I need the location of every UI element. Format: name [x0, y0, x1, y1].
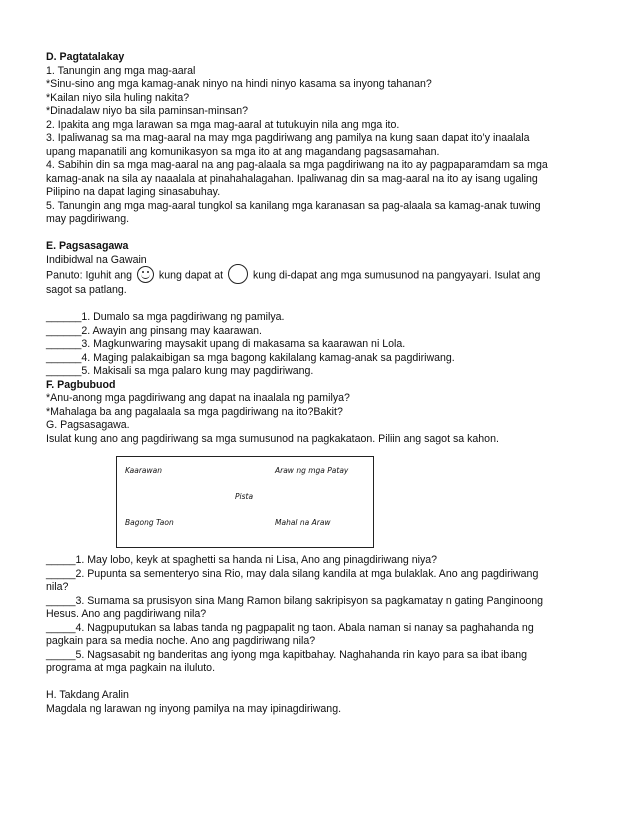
section-e-subheading: Indibidwal na Gawain — [46, 253, 147, 266]
question-line: programa at mga pagkain na iluluto. — [46, 662, 216, 674]
question-line: _____5. Nagsasabit ng banderitas ang iyong mga kapitbahay. Naghahanda rin kayo para sa ibat ibang — [46, 648, 527, 661]
question-line: _____2. Pupunta sa sementeryo sina Rio, may dala silang kandila at mga bulaklak. Ano ang pagdiriwang — [46, 567, 539, 580]
answer-choices-box — [116, 456, 374, 548]
section-h-line: Magdala ng larawan ng inyong pamilya na may ipinagdiriwang. — [46, 702, 342, 715]
activity-item: ______5. Makisali sa mga palaro kung may pagdiriwang. — [46, 365, 314, 377]
question-line: _____3. Sumama sa prusisyon sina Mang Ramon bilang sakripisyon sa pagkamatay n gating Panginoong — [46, 594, 544, 607]
section-d-line: 1. Tanungin ang mga mag-aaral — [46, 64, 196, 77]
choice-kaarawan: Kaarawan — [125, 466, 163, 475]
activity-item: ______4. Maging palakaibigan sa mga bagong kakilalang kamag-anak sa pagdiriwang. — [46, 351, 455, 364]
section-d-line: *Dinadalaw niyo ba sila paminsan-minsan? — [46, 105, 248, 117]
section-f-line: *Mahalaga ba ang pagalaala sa mga pagdiriwang na ito?Bakit? — [46, 405, 343, 418]
section-g-instruction: Isulat kung ano ang pagdiriwang sa mga sumusunod na pagkakataon. Piliin ang sagot sa kahon. — [46, 432, 499, 445]
choice-araw-ng-patay: Araw ng mga Patay — [275, 466, 349, 475]
instruction-part: Panuto: Iguhit ang — [46, 269, 132, 282]
section-f-heading: F. Pagbubuod — [46, 378, 116, 391]
section-f-line: *Anu-anong mga pagdiriwang ang dapat na inaalala ng pamilya? — [46, 392, 350, 404]
section-d-line: 4. Sabihin din sa mga mag-aaral na ang pag-alaala sa mga pagdiriwang na ito ay pagpaparamdam sa mga — [46, 159, 548, 171]
activity-item: ______3. Magkunwaring maysakit upang di makasama sa kaarawan ni Lola. — [46, 338, 406, 350]
section-d-line: *Sinu-sino ang mga kamag-anak ninyo na hindi ninyo kasama sa inyong tahanan? — [46, 78, 432, 90]
instruction-part: kung dapat at — [158, 269, 224, 282]
question-line: _____1. May lobo, keyk at spaghetti sa handa ni Lisa, Ano ang pinagdiriwang niya? — [46, 554, 438, 566]
section-e-instruction — [46, 267, 606, 284]
choice-pista: Pista — [235, 492, 254, 501]
section-h-heading: H. Takdang Aralin — [46, 689, 129, 701]
section-e-instruction-cont: sagot sa patlang. — [46, 284, 127, 296]
question-line: pagkain para sa media noche. Ano ang pagdiriwang nila? — [46, 635, 316, 647]
choice-mahal-na-araw: Mahal na Araw — [275, 518, 331, 527]
lesson-page — [46, 51, 606, 716]
section-g-heading: G. Pagsasagawa. — [46, 419, 130, 431]
section-d-line: 5. Tanungin ang mga mag-aaral tungkol sa kanilang mga karanasan sa pag-alaala sa kamag-anak tuwing — [46, 199, 541, 212]
question-line: _____4. Nagpuputukan sa labas tanda ng pagpapalit ng taon. Abala naman si nanay sa paghahanda ng — [46, 621, 534, 634]
section-d-line: upang mapanatili ang komunikasyon sa mga ito at ang magandang pagsasamahan. — [46, 145, 440, 158]
blank-circle-icon — [228, 264, 248, 284]
smiley-face-icon — [137, 266, 154, 283]
instruction-part: kung di-dapat ang mga sumusunod na pangyayari. Isulat ang — [253, 269, 541, 282]
section-d-line: may pagdiriwang. — [46, 213, 130, 225]
activity-item: ______1. Dumalo sa mga pagdiriwang ng pamilya. — [46, 311, 285, 323]
question-line: Hesus. Ano ang pagdiriwang nila? — [46, 608, 207, 620]
section-d-line: Pilipino na dapat laging sinasabuhay. — [46, 186, 221, 198]
section-e-heading: E. Pagsasagawa — [46, 240, 129, 252]
section-d-line: 2. Ipakita ang mga larawan sa mga mag-aaral at tutukuyin nila ang mga ito. — [46, 118, 400, 131]
section-d-line: *Kailan niyo sila huling nakita? — [46, 91, 190, 104]
question-line: nila? — [46, 581, 69, 593]
section-d-line: 3. Ipaliwanag sa ma mag-aaral na may mga pagdiriwang ang pamilya na kung saan dapat ito’y inaalala — [46, 132, 530, 144]
choice-bagong-taon: Bagong Taon — [125, 518, 174, 527]
section-d-line: kamag-anak na sila ay naaalala at pinahahalagahan. Ipaliwanag din sa mag-aaral na ito ay isang ugaling — [46, 172, 538, 185]
activity-item: ______2. Awayin ang pinsang may kaarawan. — [46, 324, 262, 337]
section-d-heading: D. Pagtatalakay — [46, 51, 125, 63]
